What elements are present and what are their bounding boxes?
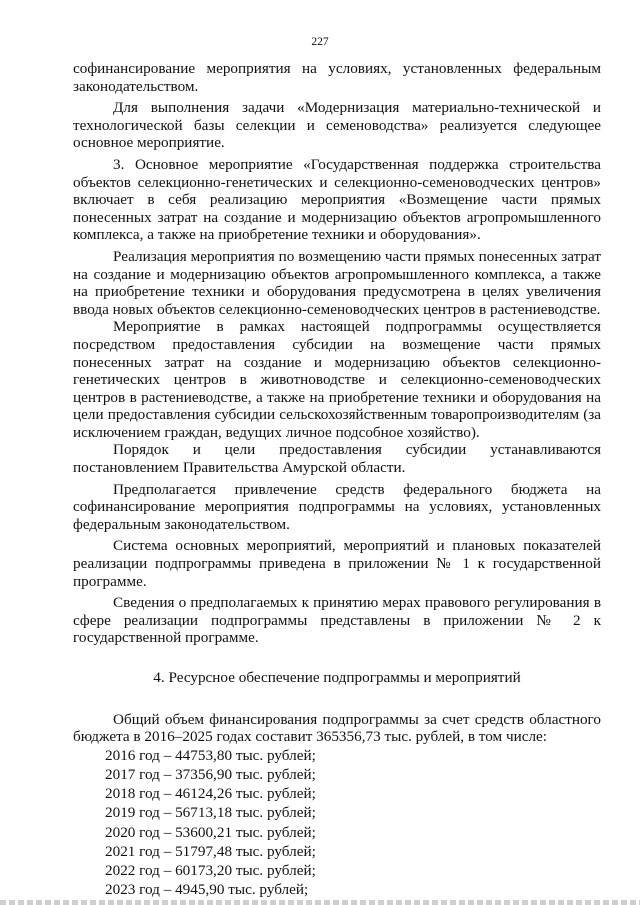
paragraph-cofinancing-end: софинансирование мероприятия на условиях, установленных федеральным законодательством. xyxy=(73,60,601,95)
list-item: 2022 год – 60173,20 тыс. рублей; xyxy=(105,862,316,879)
paragraph-financing-total: Общий объем финансирования подпрограммы за счет средств областного бюджета в 2016–2025 годах составит 365356,73 тыс. рублей, в том числе: xyxy=(73,710,601,746)
scan-edge-divider xyxy=(0,900,640,905)
paragraph-system-appendix-1: Система основных мероприятий, мероприятий и плановых показателей реализации подпрограммы приведена в приложении № 1 к государственной программе. xyxy=(73,537,601,590)
yearly-financing-list xyxy=(73,746,601,900)
paragraph-regulation-appendix-2: Сведения о предполагаемых к принятию мерах правового регулирования в сфере реализации подпрограммы представлены в приложении № 2 к государственной программе. xyxy=(73,594,601,647)
section-heading: 4. Ресурсное обеспечение подпрограммы и мероприятий xyxy=(153,669,521,686)
paragraph-task-modernization: Для выполнения задачи «Модернизация материально-технической и технологической базы селекции и семеноводства» реализуется следующее основное мероприятие. xyxy=(73,99,601,152)
paragraph-subsidy-mechanism: Мероприятие в рамках настоящей подпрограммы осуществляется посредством предоставления субсидии на возмещение части прямых понесенных затрат на создание и модернизацию объектов селекционно-генетических центров в животноводстве и селекционно-семеноводческих центров в растениеводстве, а также на приобретение техники и оборудования на цели предоставления субсидии сельскохозяйственным товаропроизводителям (за исключением граждан, ведущих личное подсобное хозяйство). xyxy=(73,318,601,441)
paragraph-federal-funds: Предполагается привлечение средств федерального бюджета на софинансирование мероприятия подпрограммы на условиях, установленных федеральным законодательством. xyxy=(73,480,601,533)
paragraph-implementation: Реализация мероприятия по возмещению части прямых понесенных затрат на создание и модернизацию объектов агропромышленного комплекса, а также на приобретение техники и оборудования предусмотрена в целях увеличения ввода новых объектов селекционно-семеноводческих центров в растениеводстве. xyxy=(73,247,601,318)
list-item: 2020 год – 53600,21 тыс. рублей; xyxy=(105,823,316,841)
list-item: 2017 год – 37356,90 тыс. рублей; xyxy=(105,765,316,783)
list-item: 2019 год – 56713,18 тыс. рублей; xyxy=(105,804,316,822)
list-item: 2021 год – 51797,48 тыс. рублей; xyxy=(105,842,316,860)
list-item: 2016 год – 44753,80 тыс. рублей; xyxy=(105,746,316,764)
paragraph-main-activity-3: 3. Основное мероприятие «Государственная поддержка строительства объектов селекционно-генетических и селекционно-семеноводческих центров» включает в себя реализацию мероприятия «Возмещение части прямых понесенных затрат на создание и модернизацию объектов агропромышленного комплекса, а также на приобретение техники и оборудования». xyxy=(73,155,601,244)
list-item: 2018 год – 46124,26 тыс. рублей; xyxy=(105,785,316,803)
list-item: 2023 год – 4945,90 тыс. рублей; xyxy=(105,881,309,899)
document-body xyxy=(73,60,601,899)
paragraph-procedure: Порядок и цели предоставления субсидии устанавливаются постановлением Правительства Амурской области. xyxy=(73,441,601,477)
page-number: 227 xyxy=(311,36,329,48)
